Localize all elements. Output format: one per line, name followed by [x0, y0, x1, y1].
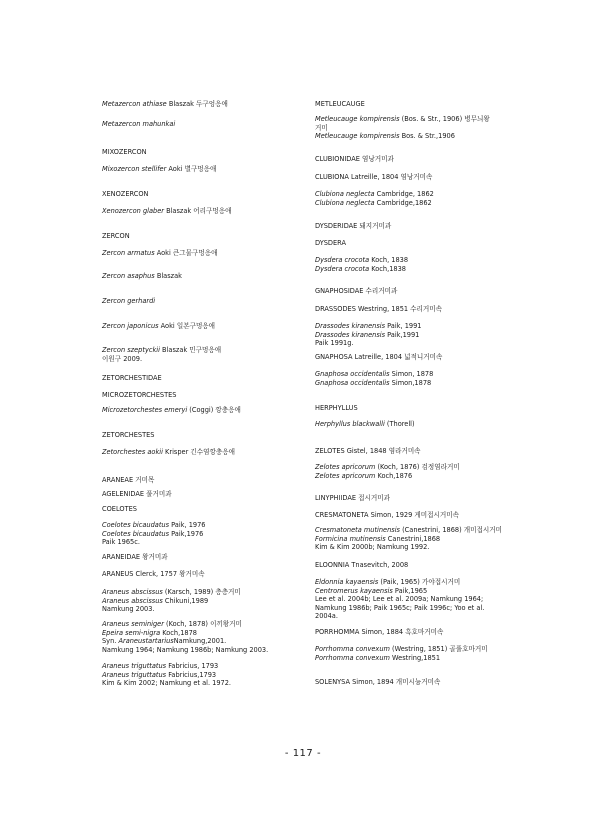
entry-line: [102, 406, 302, 415]
entry-line: [315, 155, 515, 164]
entry-text: GNAPHOSIDAE 수리거미과: [315, 287, 398, 295]
entry-text: CLUBIONA Latreille, 1804 염낭거미속: [315, 173, 433, 181]
scientific-name: Araneustartarius: [118, 637, 174, 646]
entry-line: [102, 620, 302, 629]
taxon-entry: [315, 420, 515, 429]
entry-text: MIXOZERCON: [102, 148, 147, 156]
entry-line: [315, 578, 515, 587]
entry-text: Blaszak 민구멍응애: [159, 346, 222, 354]
taxon-entry: [102, 272, 302, 281]
taxon-entry: [315, 678, 515, 687]
taxon-entry: [102, 100, 302, 109]
scientific-name: Araneus triguttatus: [102, 670, 167, 679]
scientific-name: Porrhomma convexum: [315, 645, 390, 653]
entry-line: [315, 379, 515, 388]
entry-text: ARANEAE 거미목: [102, 476, 155, 484]
entry-text: Cambridge,1862: [374, 198, 432, 207]
scientific-name: Drassodes kiranensis: [315, 330, 386, 339]
entry-text: Paik, 1976: [169, 521, 206, 529]
scientific-name: Formicina mutinensis: [315, 534, 386, 543]
entry-text: METLEUCAUGE: [315, 100, 365, 108]
entry-line: [102, 605, 302, 614]
entry-text: Kim & Kim 2002; Namkung et al. 1972.: [102, 679, 232, 688]
taxon-entry: [315, 155, 515, 164]
entry-line: [102, 232, 302, 241]
taxon-entry: [102, 448, 302, 457]
entry-line: [315, 420, 515, 429]
taxon-entry: [102, 406, 302, 415]
taxon-entry: [315, 305, 515, 314]
taxon-entry: [102, 165, 302, 174]
taxon-entry: [102, 570, 302, 579]
taxon-entry: [315, 645, 515, 662]
taxon-entry: [315, 322, 515, 348]
taxon-entry: [102, 207, 302, 216]
entry-line: [315, 124, 515, 133]
scientific-name: Coelotes bicaudatus: [102, 521, 170, 529]
entry-text: DRASSODES Westring, 1851 수리거미속: [315, 305, 443, 313]
entry-text: Aoki 일본구멍응애: [158, 322, 216, 330]
taxon-entry: [315, 628, 515, 637]
entry-line: [315, 239, 515, 248]
scientific-name: Centromerus kayaensis: [315, 586, 393, 595]
entry-line: [102, 570, 302, 579]
scientific-name: Eldonnia kayaensis: [315, 578, 379, 586]
entry-text: Paik 1965c.: [102, 538, 140, 547]
scientific-name: Porrhomma convexum: [315, 653, 390, 662]
entry-text: Lee et al. 2004b; Lee et al. 2009a; Namkung 1964;: [315, 595, 484, 604]
entry-text: PORRHOMMA Simon, 1884 흑호마거미속: [315, 628, 444, 636]
entry-line: [102, 322, 302, 331]
entry-text: Blaszak 두구엉응애: [166, 100, 228, 108]
entry-line: [315, 287, 515, 296]
scientific-name: Zercon armatus: [102, 249, 155, 257]
scientific-name: Zelotes apricorum: [315, 471, 376, 480]
scientific-name: Araneus triguttatus: [102, 662, 167, 670]
entry-text: (Paik, 1965) 가야접시거미: [378, 578, 461, 586]
entry-text: COELOTES: [102, 505, 137, 513]
entry-text: Koch, 1838: [369, 256, 409, 264]
entry-line: [102, 165, 302, 174]
entry-text: (Coggi) 깡충응애: [187, 406, 241, 414]
entry-line: [315, 645, 515, 654]
entry-text: Blaszak 어리구멍응애: [163, 207, 232, 215]
entry-text: Fabricius, 1793: [166, 662, 219, 670]
taxon-entry: [102, 490, 302, 499]
entry-line: [315, 190, 515, 199]
taxon-entry: [315, 239, 515, 248]
taxon-entry: [315, 287, 515, 296]
entry-text: MICROZETORCHESTES: [102, 391, 177, 399]
entry-line: [102, 597, 302, 606]
entry-line: [315, 305, 515, 314]
entry-text: AGELENIDAE 풀거미과: [102, 490, 172, 498]
entry-line: [315, 404, 515, 413]
scientific-name: Clubiona neglecta: [315, 190, 375, 198]
taxon-entry: [102, 232, 302, 241]
entry-text: 거미: [315, 123, 328, 132]
entry-text: ZELOTES Gistel, 1848 염라거미속: [315, 447, 421, 455]
taxon-entry: [102, 120, 302, 129]
scientific-name: Herphyllus blackwalli: [315, 420, 385, 428]
scientific-name: Drassodes kiranensis: [315, 322, 386, 330]
entry-text: Fabricius,1793: [166, 670, 217, 679]
entry-text: Syn.: [102, 637, 119, 646]
entry-line: [102, 588, 302, 597]
entry-text: CLUBIONIDAE 염낭거미과: [315, 155, 394, 163]
entry-line: [315, 604, 515, 613]
entry-text: LINYPHIIDAE 접시거미과: [315, 494, 390, 502]
entry-line: [102, 190, 302, 199]
taxon-entry: [102, 297, 302, 306]
entry-line: [102, 120, 302, 129]
entry-text: DYSDERA: [315, 239, 346, 247]
entry-line: [102, 148, 302, 157]
scientific-name: Gnaphosa occidentalis: [315, 370, 390, 378]
entry-text: (Bos. & Str., 1906) 병무늬왕: [399, 115, 490, 123]
scientific-name: Dysdera crocota: [315, 264, 370, 273]
scientific-name: Metazercon athiase: [102, 100, 167, 108]
entry-line: [315, 222, 515, 231]
taxon-entry: [315, 494, 515, 503]
entry-text: Blaszak: [154, 272, 182, 280]
entry-text: Aoki 별구멍응애: [166, 165, 217, 173]
entry-line: [315, 535, 515, 544]
entry-line: [315, 353, 515, 362]
entry-text: Cambridge, 1862: [374, 190, 434, 198]
entry-text: Bos. & Str.,1906: [399, 132, 455, 141]
entry-line: [315, 173, 515, 182]
entry-line: [315, 628, 515, 637]
taxon-entry: [315, 222, 515, 231]
entry-line: [102, 629, 302, 638]
entry-text: (Thorell): [384, 420, 415, 428]
entry-line: [315, 561, 515, 570]
scientific-name: Xenozercon glaber: [102, 207, 164, 215]
entry-text: (Koch, 1876) 검정염라거미: [375, 463, 460, 471]
entry-line: [102, 297, 302, 306]
entry-text: Paik,1965: [392, 586, 428, 595]
entry-line: [102, 249, 302, 258]
scientific-name: Araneus abscissus: [102, 588, 163, 596]
entry-line: [102, 355, 302, 364]
taxon-entry: [102, 148, 302, 157]
entry-text: Namkung 2003.: [102, 605, 155, 614]
scientific-name: Epeira semi-nigra: [102, 628, 161, 637]
entry-text: ZETORCHESTES: [102, 431, 155, 439]
entry-line: [315, 595, 515, 604]
scientific-name: Coelotes bicaudatus: [102, 529, 170, 538]
taxon-entry: [102, 374, 302, 383]
entry-text: SOLENYSA Simon, 1894 개미시늉거미속: [315, 678, 441, 686]
entry-line: [102, 272, 302, 281]
scientific-name: Zetorchestes aokii: [102, 448, 163, 456]
entry-line: [315, 587, 515, 596]
entry-text: Simon, 1878: [389, 370, 434, 378]
taxon-entry: [102, 553, 302, 562]
entry-text: (Karsch, 1989) 층층거미: [162, 588, 241, 596]
entry-text: DYSDERIDAE 돼지거미과: [315, 222, 392, 230]
taxon-entry: [102, 322, 302, 331]
taxon-entry: [102, 620, 302, 654]
taxon-entry: [102, 588, 302, 614]
entry-line: [102, 637, 302, 646]
entry-line: [102, 374, 302, 383]
entry-line: [315, 322, 515, 331]
entry-line: [102, 431, 302, 440]
entry-text: CRESMATONETA Simon, 1929 게미접시거미속: [315, 511, 459, 519]
entry-text: HERPHYLLUS: [315, 404, 358, 412]
entry-line: [102, 538, 302, 547]
entry-text: GNAPHOSA Latreille, 1804 넓적니거미속: [315, 353, 443, 361]
entry-line: [315, 612, 515, 621]
entry-line: [102, 100, 302, 109]
scientific-name: Microzetorchestes emeryi: [102, 406, 188, 414]
entry-line: [315, 256, 515, 265]
taxon-entry: [315, 190, 515, 207]
entry-text: Namkung,2001.: [173, 637, 227, 646]
taxon-entry: [315, 526, 515, 552]
entry-text: ZERCON: [102, 232, 130, 240]
taxon-entry: [315, 447, 515, 456]
scientific-name: Metazercon mahunkai: [102, 120, 176, 128]
entry-text: Paik, 1991: [385, 322, 422, 330]
scientific-name: Araneus abscissus: [102, 596, 163, 605]
entry-text: ZETORCHESTIDAE: [102, 374, 162, 382]
taxon-entry: [102, 391, 302, 400]
entry-line: [102, 448, 302, 457]
entry-line: [102, 679, 302, 688]
taxon-entry: [315, 463, 515, 480]
entry-line: [315, 511, 515, 520]
scientific-name: Dysdera crocota: [315, 256, 370, 264]
entry-text: Kim & Kim 2000b; Namkung 1992.: [315, 543, 430, 552]
entry-text: Aoki 큰그물구멍응애: [154, 249, 218, 257]
entry-line: [102, 662, 302, 671]
entry-line: [315, 132, 515, 141]
taxon-entry: [315, 100, 515, 109]
scientific-name: Zelotes apricorum: [315, 463, 376, 471]
entry-line: [315, 331, 515, 340]
entry-line: [315, 543, 515, 552]
entry-text: (Canestrini, 1868) 개미접시거미: [400, 526, 502, 534]
entry-line: [102, 505, 302, 514]
entry-line: [315, 526, 515, 535]
entry-text: Canestrini,1868: [385, 534, 441, 543]
taxon-entry: [315, 404, 515, 413]
entry-text: ELOONNIA Tnasevitch, 2008: [315, 561, 409, 569]
entry-text: (Koch, 1878) 이끼왕거미: [163, 620, 242, 628]
entry-line: [315, 100, 515, 109]
scientific-name: Zercon gerhardi: [102, 297, 156, 305]
taxon-entry: [102, 249, 302, 258]
entry-text: Koch,1838: [369, 264, 406, 273]
entry-text: Chikuni,1989: [162, 596, 209, 605]
taxon-entry: [102, 431, 302, 440]
scientific-name: Zercon szeptyckii: [102, 346, 160, 354]
entry-text: Namkung 1986b; Paik 1965c; Paik 1996c; Yoo et al.: [315, 603, 485, 612]
entry-line: [315, 370, 515, 379]
entry-text: Koch,1876: [375, 471, 413, 480]
entry-text: Paik,1991: [385, 330, 420, 339]
entry-text: Namkung 1964; Namkung 1986b; Namkung 2003.: [102, 645, 269, 654]
entry-line: [315, 654, 515, 663]
entry-line: [102, 476, 302, 485]
taxon-entry: [102, 662, 302, 688]
entry-line: [315, 447, 515, 456]
entry-line: [102, 553, 302, 562]
entry-text: Paik,1976: [169, 529, 204, 538]
entry-line: [315, 463, 515, 472]
entry-line: [315, 199, 515, 208]
taxon-entry: [102, 476, 302, 485]
scientific-name: Zercon asaphus: [102, 272, 155, 280]
entry-line: [315, 494, 515, 503]
entry-text: ARANEUS Clerck, 1757 왕거미속: [102, 570, 205, 578]
scientific-name: Araneus seminiger: [102, 620, 164, 628]
scientific-name: Zercon japonicus: [102, 322, 159, 330]
entry-line: [315, 265, 515, 274]
entry-text: (Westring, 1851) 골풀호마거미: [389, 645, 488, 653]
scientific-name: Gnaphosa occidentalis: [315, 378, 390, 387]
entry-text: Paik 1991g.: [315, 339, 354, 348]
taxon-entry: [315, 370, 515, 387]
taxon-entry: [102, 190, 302, 199]
taxon-entry: [102, 505, 302, 514]
entry-line: [102, 671, 302, 680]
entry-line: [315, 115, 515, 124]
scientific-name: Cresmatoneta mutinensis: [315, 526, 400, 534]
entry-text: Westring,1851: [389, 653, 441, 662]
taxon-entry: [315, 173, 515, 182]
entry-line: [102, 490, 302, 499]
entry-line: [102, 346, 302, 355]
entry-line: [102, 391, 302, 400]
entry-line: [102, 207, 302, 216]
taxon-entry: [315, 511, 515, 520]
entry-text: 2004a.: [315, 612, 338, 621]
entry-text: Simon,1878: [389, 378, 432, 387]
taxon-entry: [315, 353, 515, 362]
taxon-entry: [102, 521, 302, 547]
entry-text: Koch,1878: [160, 628, 197, 637]
taxon-entry: [315, 561, 515, 570]
scientific-name: Clubiona neglecta: [315, 198, 375, 207]
taxon-entry: [102, 346, 302, 363]
scientific-name: Metleucauge kompirensis: [315, 132, 400, 141]
entry-line: [315, 678, 515, 687]
entry-line: [102, 530, 302, 539]
scientific-name: Mixozercon stellifer: [102, 165, 167, 173]
entry-text: 이원구 2009.: [102, 354, 143, 363]
taxon-entry: [315, 256, 515, 273]
taxon-entry: [315, 578, 515, 621]
entry-line: [102, 521, 302, 530]
scientific-name: Metleucauge kompirensis: [315, 115, 400, 123]
entry-text: ARANEIDAE 왕거미과: [102, 553, 168, 561]
taxon-entry: [315, 115, 515, 141]
page-number: - 117 -: [284, 748, 322, 759]
entry-line: [315, 472, 515, 481]
entry-line: [102, 646, 302, 655]
entry-line: [315, 339, 515, 348]
entry-text: XENOZERCON: [102, 190, 149, 198]
entry-text: Krisper 긴수염깡충응애: [162, 448, 235, 456]
